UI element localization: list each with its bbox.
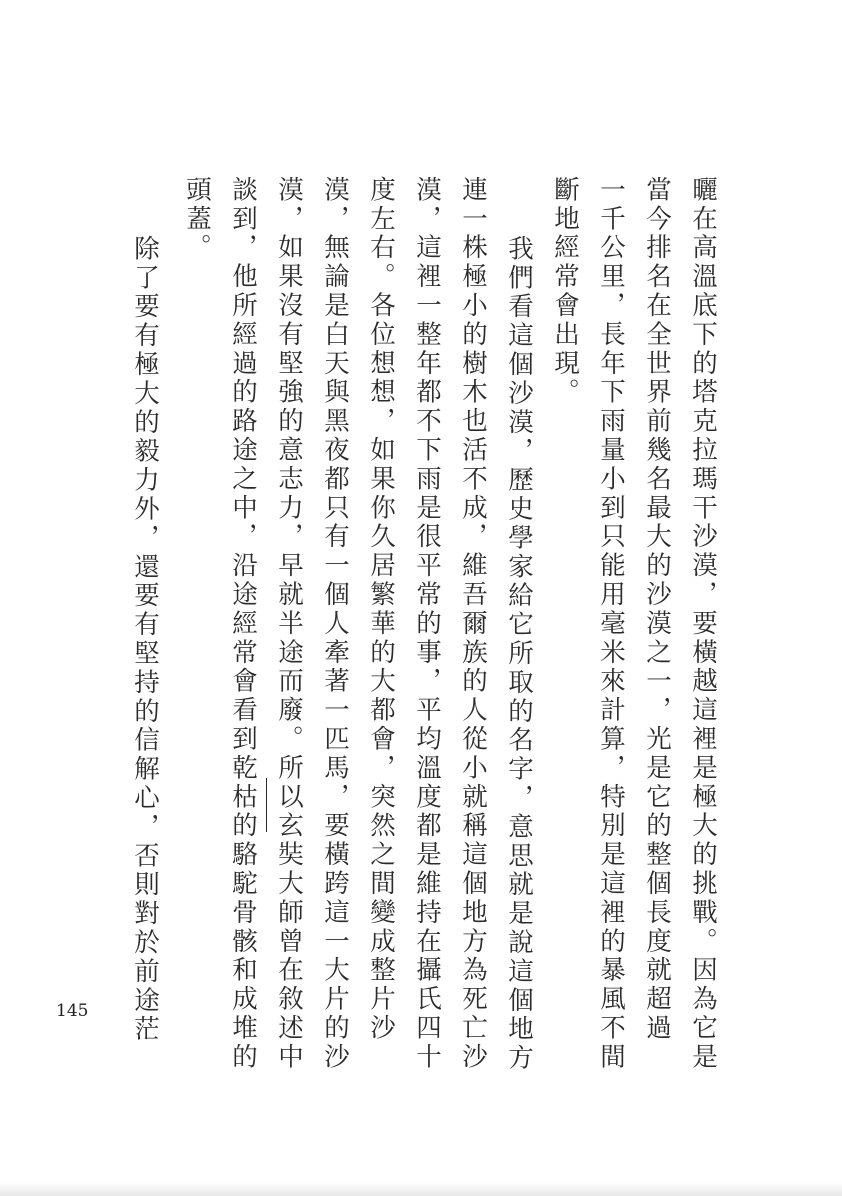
text-column-5: 我們看這個沙漠，歷史學家給它所取的名字，意思就是說這個地方 <box>504 235 534 1074</box>
page-bottom-shadow <box>0 1182 842 1196</box>
text-column-3: 一千公里，長年下雨量小到只能用毫米來計算，特別是這裡的暴風不間 <box>596 176 626 1072</box>
text-column-4: 斷地經常會出現。 <box>550 176 580 408</box>
page-number: 145 <box>56 1001 89 1021</box>
text-column-12: 頭蓋。 <box>182 176 212 263</box>
text-column-11: 談到，他所經過的路途之中，沿途經常會看到乾枯的駱駝骨骸和成堆的 <box>228 176 258 1072</box>
text-column-2: 當今排名在全世界前幾名最大的沙漠之一，光是它的整個長度就超過 <box>642 176 672 1043</box>
text-column-1: 曬在高溫底下的塔克拉瑪干沙漠，要橫越這裡是極大的挑戰。因為它是 <box>688 176 718 1072</box>
underline-mark <box>266 778 267 832</box>
text-column-8: 度左右。各位想想，如果你久居繁華的大都會，突然之間變成整片沙 <box>366 176 396 1043</box>
text-column-10: 漠，如果沒有堅強的意志力，早就半途而廢。所以玄奘大師曾在敘述中 <box>274 176 304 1072</box>
text-column-9: 漠，無論是白天與黑夜都只有一個人牽著一匹馬，要橫跨這一大片的沙 <box>320 176 350 1072</box>
text-column-7: 漠，這裡一整年都不下雨是很平常的事，平均溫度都是維持在攝氏四十 <box>412 176 442 1072</box>
text-column-13: 除了要有極大的毅力外，還要有堅持的信解心，否則對於前途茫 <box>130 235 160 1045</box>
text-column-6: 連一株極小的樹木也活不成，維吾爾族的人從小就稱這個地方為死亡沙 <box>458 176 488 1072</box>
